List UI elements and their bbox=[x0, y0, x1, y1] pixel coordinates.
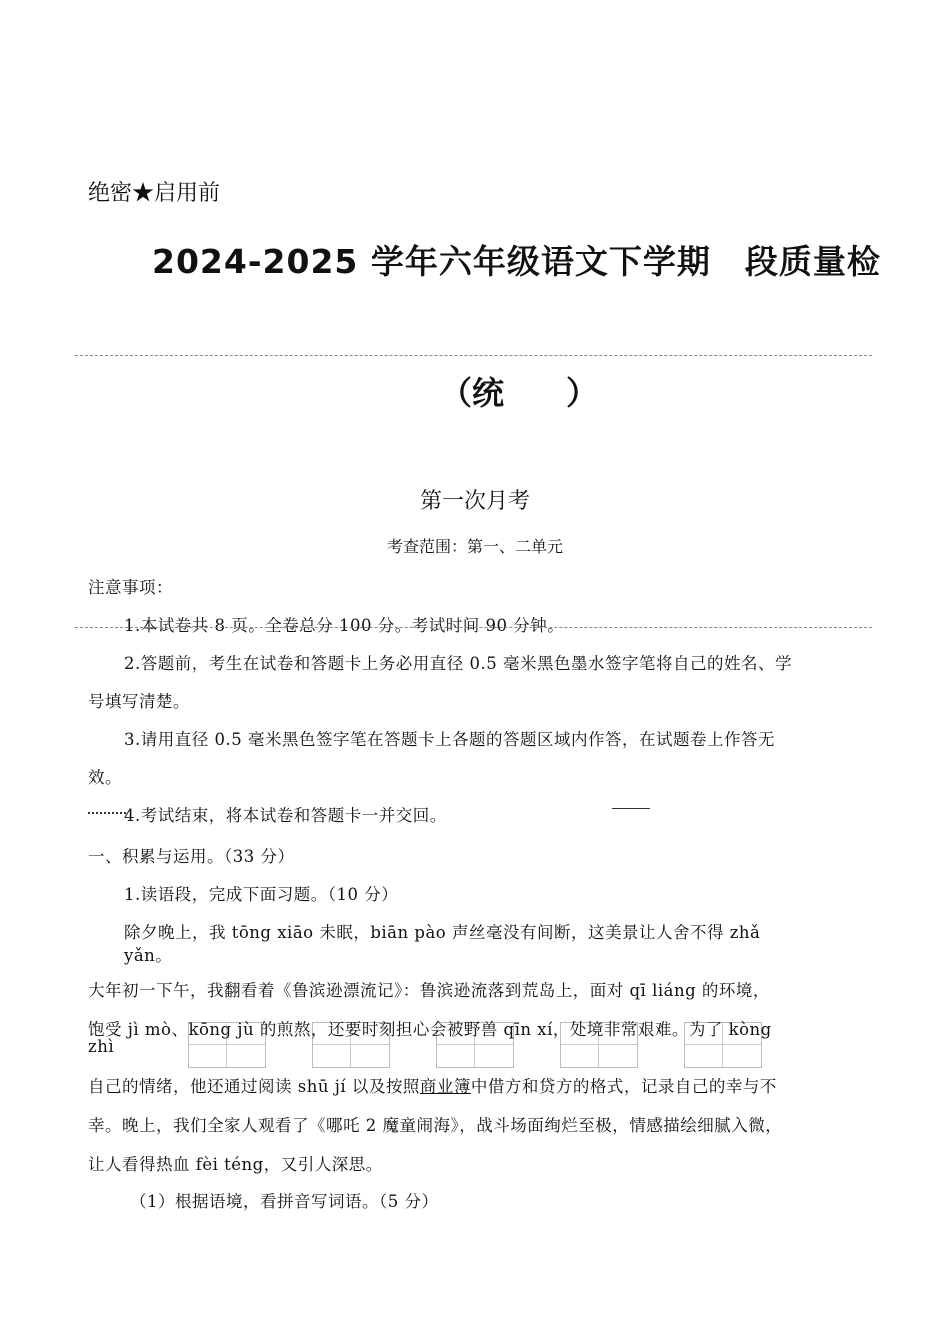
passage-line-4 bbox=[88, 1073, 777, 1097]
passage-line-2: 大年初一下午，我翻看着《鲁滨逊漂流记》：鲁滨逊流落到荒岛上，面对 qī liáng 的环境， bbox=[88, 981, 770, 1000]
confidential-label: 绝密★启用前 bbox=[88, 181, 221, 206]
exam-name: 第一次月考 bbox=[419, 489, 530, 514]
passage-line-4-post: 中借方和贷方的格式，记录自己的幸与不 bbox=[470, 1077, 777, 1096]
note-2-line-2: 号填写清楚。 bbox=[88, 692, 190, 711]
note-3-line-1: 3.请用直径 0.5 毫米黑色签字笔在答题卡上各题的答题区域内作答，在试题卷上作答无 bbox=[124, 730, 775, 749]
passage-line-3b: zhì bbox=[88, 1037, 115, 1056]
title-paren-open: （统 bbox=[440, 374, 505, 412]
wavy-mark bbox=[88, 808, 126, 814]
exam-scope: 考查范围：第一、二单元 bbox=[386, 537, 563, 556]
section-1-heading: 一、积累与运用。（33 分） bbox=[88, 847, 295, 866]
passage-line-3: 饱受 jì mò、kōng jù 的煎熬，还要时刻担心会被野兽 qīn xí，处境非常艰难。为了 kòng bbox=[88, 1020, 772, 1039]
passage-line-1: 除夕晚上，我 tōng xiāo 未眠，biān pào 声丝毫没有间断，这美景让人舍不得 zhǎ bbox=[124, 923, 761, 942]
sub-question-1: （1）根据语境，看拼音写词语。（5 分） bbox=[130, 1192, 439, 1211]
exam-title: 2024-2025 学年六年级语文下学期 段质量检 bbox=[152, 242, 881, 281]
passage-line-5: 幸。晚上，我们全家人观看了《哪吒 2 魔童闹海》，战斗场面绚烂至极，情感描绘细腻入微， bbox=[88, 1116, 783, 1135]
note-1: 1.本试卷共 8 页。全卷总分 100 分。考试时间 90 分钟。 bbox=[124, 616, 565, 635]
question-1: 1.读语段，完成下面习题。（10 分） bbox=[124, 885, 399, 904]
title-paren-close: ） bbox=[566, 374, 599, 412]
passage-line-1b: yǎn。 bbox=[124, 946, 173, 965]
notes-heading: 注意事项： bbox=[88, 578, 173, 597]
note-4: 4.考试结束，将本试卷和答题卡一并交回。 bbox=[124, 806, 447, 825]
dash-mark bbox=[612, 808, 650, 809]
note-2-line-1: 2.答题前，考生在试卷和答题卡上务必用直径 0.5 毫米黑色墨水签字笔将自己的姓名、学 bbox=[124, 654, 792, 673]
divider-top bbox=[75, 355, 872, 356]
passage-line-4-pre: 自己的情绪，他还通过阅读 shū jí 以及按照 bbox=[88, 1077, 420, 1096]
note-3-line-2: 效。 bbox=[88, 768, 122, 787]
passage-line-6: 让人看得热血 fèi téng，又引人深思。 bbox=[88, 1155, 383, 1174]
underlined-term: 商业簿 bbox=[419, 1077, 471, 1096]
divider-notes bbox=[75, 627, 872, 628]
